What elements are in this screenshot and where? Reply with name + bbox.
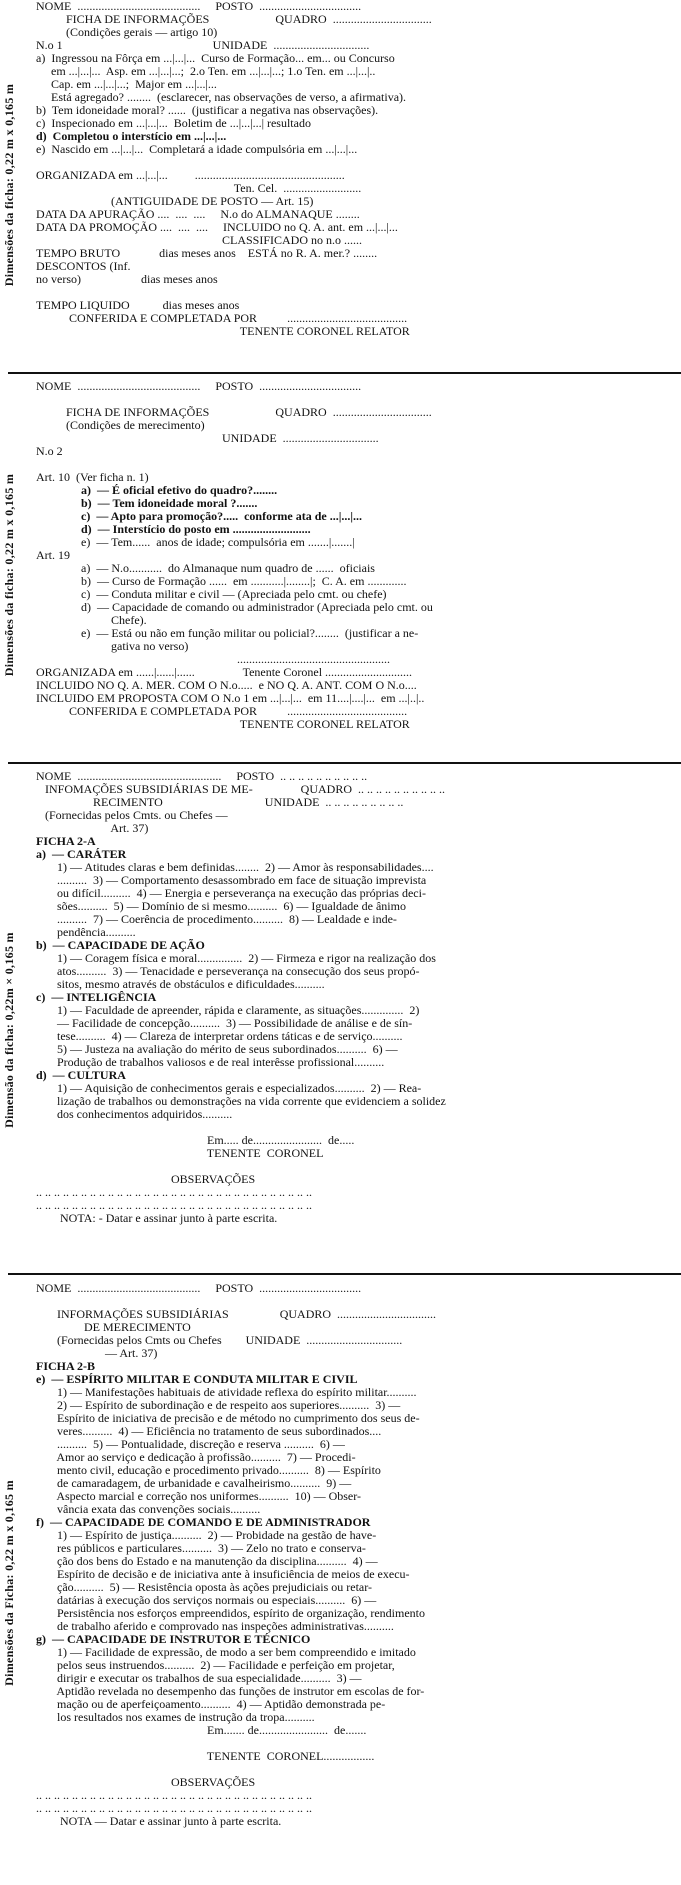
- f4-line-10: Espírito de iniciativa de precisão e de método no cumprimento dos seus de-: [36, 1412, 420, 1425]
- f2-line-15: b) — Curso de Formação ...... em ...........|........|; C. A. em .............: [36, 575, 407, 588]
- f4-line-32: mação ou de aperfeiçoamento.......... 4) — Aptidão demonstrada pe-: [36, 1698, 386, 1711]
- f3-line-4: Art. 37): [36, 822, 149, 835]
- f3-line-31: OBSERVAÇÕES: [36, 1173, 256, 1186]
- divider-1: [8, 372, 681, 374]
- f3-line-34: NOTA: - Datar e assinar junto à parte escrita.: [36, 1212, 278, 1225]
- f4-line-17: vância exata das convenções sociais..........: [36, 1503, 261, 1516]
- f3-line-11: .......... 7) — Coerência de procedimento.......... 8) — Lealdade e inde-: [36, 913, 397, 926]
- f1-line-20: DESCONTOS (Inf.: [36, 260, 131, 273]
- f4-line-29: pelos seus instruendos.......... 2) — Facilidade e perfeição em projetar,: [36, 1659, 395, 1672]
- f2-line-21: ...................................................: [36, 653, 390, 666]
- f4-line-34: Em....... de....................... de.......: [36, 1724, 367, 1737]
- f4-line-11: veres.......... 4) — Eficiência no tratamento de seus subordinados....: [36, 1425, 382, 1438]
- divider-2: [8, 762, 681, 764]
- f3-line-32: .. .. .. .. .. .. .. .. .. .. .. .. .. .. .. .. .. .. .. .. .. .. .. .. .. .. .. .. .. .. ..: [36, 1186, 312, 1199]
- f4-line-22: Espírito de decisão e de iniciativa ante à insuficiência de meios de execu-: [36, 1568, 410, 1581]
- f1-line-24: CONFERIDA E COMPLETADA POR ........................................: [36, 312, 408, 325]
- f4-line-18: f) — CAPACIDADE DE COMANDO E DE ADMINISTRADOR: [36, 1516, 371, 1529]
- f2-line-26: TENENTE CORONEL RELATOR: [36, 718, 410, 731]
- f1-line-6: Cap. em ...|...|...; Major em ...|...|...: [36, 78, 217, 91]
- f4-line-20: res públicos e particulares.......... 3) — Zelo no trato e conserva-: [36, 1542, 366, 1555]
- f1-line-13: ORGANIZADA em ...|...|... ..................................................: [36, 169, 345, 182]
- f2-line-1: [36, 393, 675, 406]
- f1-line-8: b) Tem idoneidade moral? ...... (justificar a negativa nas observações).: [36, 104, 379, 117]
- f1-line-0: NOME ......................................... POSTO ..................................: [36, 0, 362, 13]
- f4-line-26: de trabalho aferido e comprovado nas inspeções administrativas..........: [36, 1620, 394, 1633]
- side-caption-3: Dimensão da ficha: 0,22m × 0,165 m: [2, 932, 16, 1128]
- f3-line-16: sitos, mesmo através de obstáculos e dificuldades..........: [36, 978, 325, 991]
- f1-line-17: DATA DA PROMOÇÃO .... .... .... INCLUIDO no Q. A. ant. em ...|...|...: [36, 221, 398, 234]
- f4-line-3: DE MERECIMENTO: [36, 1321, 191, 1334]
- f1-line-25: TENENTE CORONEL RELATOR: [36, 325, 410, 338]
- f1-line-23: TEMPO LIQUIDO dias meses anos: [36, 299, 240, 312]
- f3-line-21: 5) — Justeza na avaliação do mérito de seus subordinados.......... 6) —: [36, 1043, 398, 1056]
- f4-line-36: TENENTE CORONEL.................: [36, 1750, 375, 1763]
- f2-line-14: a) — N.o........... do Almanaque num quadro de ...... oficiais: [36, 562, 375, 575]
- f4-line-28: 1) — Facilidade de expressão, de modo a ser bem compreendido e imitado: [36, 1646, 416, 1659]
- f4-line-23: ção.......... 5) — Resistência oposta às ações prejudiciais ou retar-: [36, 1581, 372, 1594]
- f4-line-7: e) — ESPÍRITO MILITAR E CONDUTA MILITAR E CIVIL: [36, 1373, 358, 1386]
- divider-3: [8, 1273, 681, 1275]
- f4-line-13: Amor ao serviço e dedicação à profissão.......... 7) — Procedi-: [36, 1451, 356, 1464]
- f1-line-19: TEMPO BRUTO dias meses anos ESTÁ no R. A. mer.? ........: [36, 247, 378, 260]
- f3-line-27: [36, 1121, 675, 1134]
- f3-line-13: b) — CAPACIDADE DE AÇÃO: [36, 939, 205, 952]
- f4-line-31: Aptidão revelada no desempenho das funções de instrutor em escolas de for-: [36, 1685, 425, 1698]
- f3-line-25: lização de trabalhos ou demonstrações na vida corrente que evidenciem a solidez: [36, 1095, 446, 1108]
- f1-line-3: N.o 1 UNIDADE ................................: [36, 39, 370, 52]
- f3-line-3: (Fornecidas pelos Cmts. ou Chefes —: [36, 809, 228, 822]
- f4-line-19: 1) — Espírito de justiça.......... 2) — Probidade na gestão de have-: [36, 1529, 377, 1542]
- f2-line-19: e) — Está ou não em função militar ou policial?........ (justificar a ne-: [36, 627, 419, 640]
- f1-line-9: c) Inspecionado em ...|...|... Boletim de ...|...|...| resultado: [36, 117, 311, 130]
- side-caption-2: Dimensões da ficha: 0,22 m x 0,165 m: [2, 473, 16, 677]
- f2-line-4: UNIDADE ................................: [36, 432, 379, 445]
- f2-line-12: e) — Tem...... anos de idade; compulsória em .......|.......|: [36, 536, 355, 549]
- f4-line-4: (Fornecidas pelos Cmts ou Chefes UNIDADE ................................: [36, 1334, 403, 1347]
- f1-line-15: (ANTIGUIDADE DE POSTO — Art. 15): [36, 195, 314, 208]
- f3-line-17: c) — INTELIGÊNCIA: [36, 991, 157, 1004]
- f2-line-22: ORGANIZADA em ......|......|...... Tenente Coronel .............................: [36, 666, 413, 679]
- f1-line-16: DATA DA APURAÇÃO .... .... .... N.o do ALMANAQUE ........: [36, 208, 360, 221]
- f2-line-24: INCLUIDO EM PROPOSTA COM O N.o 1 em ...|...|... em 11....|....|... em ...|..|..: [36, 692, 425, 705]
- f4-line-24: datárias à execução dos serviços normais ou especiais.......... 6) —: [36, 1594, 377, 1607]
- f4-line-39: .. .. .. .. .. .. .. .. .. .. .. .. .. .. .. .. .. .. .. .. .. .. .. .. .. .. .. .. .. .. ..: [36, 1789, 312, 1802]
- f1-line-5: em ...|...|... Asp. em ...|...|...; 2.o Ten. em ...|...|...; 1.o Ten. em ...|...|..: [36, 65, 376, 78]
- f2-line-18: Chefe).: [36, 614, 147, 627]
- f3-line-8: .......... 3) — Comportamento desassombrado em face de situação imprevista: [36, 874, 427, 887]
- f4-line-41: NOTA — Datar e assinar junto à parte escrita.: [36, 1815, 282, 1828]
- f2-line-25: CONFERIDA E COMPLETADA POR ........................................: [36, 705, 408, 718]
- f3-line-26: dos conhecimentos adquiridos..........: [36, 1108, 233, 1121]
- f2-line-13: Art. 19: [36, 549, 70, 562]
- f2-line-17: d) — Capacidade de comando ou administrador (Apreciada pelo cmt. ou: [36, 601, 433, 614]
- f2-line-3: (Condições de merecimento): [36, 419, 205, 432]
- f4-line-30: dirigir e executar os trabalhos de sua especialidade.......... 3) —: [36, 1672, 362, 1685]
- f3-line-19: — Facilidade de concepção.......... 3) — Possibilidade de análise e de sín-: [36, 1017, 413, 1030]
- f2-line-9: b) — Tem idoneidade moral ?.......: [36, 497, 258, 510]
- f3-line-18: 1) — Faculdade de apreender, rápida e claramente, as situações.............. 2): [36, 1004, 420, 1017]
- f1-line-21: no verso) dias meses anos: [36, 273, 218, 286]
- f1-line-11: e) Nascido em ...|...|... Completará a idade compulsória em ...|...|...: [36, 143, 358, 156]
- f4-line-0: NOME ......................................... POSTO ..................................: [36, 1282, 362, 1295]
- f3-line-7: 1) — Atitudes claras e bem definidas........ 2) — Amor às responsabilidades....: [36, 861, 434, 874]
- f1-line-12: [36, 156, 675, 169]
- f3-line-12: pendência..........: [36, 926, 136, 939]
- f4-line-8: 1) — Manifestações habituais de atividade reflexa do espírito militar..........: [36, 1386, 417, 1399]
- f3-line-10: sões.......... 5) — Domínio de si mesmo.......... 6) — Igualdade de ânimo: [36, 900, 406, 913]
- f4-line-40: .. .. .. .. .. .. .. .. .. .. .. .. .. .. .. .. .. .. .. .. .. .. .. .. .. .. .. .. .. .. ..: [36, 1802, 312, 1815]
- f2-line-6: [36, 458, 675, 471]
- f2-line-5: N.o 2: [36, 445, 63, 458]
- f2-line-2: FICHA DE INFORMAÇÕES QUADRO .................................: [36, 406, 432, 419]
- ficha-2: [36, 380, 675, 731]
- f3-line-29: TENENTE CORONEL: [36, 1147, 324, 1160]
- f1-line-22: [36, 286, 675, 299]
- ficha-1: [36, 0, 675, 338]
- f3-line-15: atos.......... 3) — Tenacidade e perseverança na consecução dos seus propó-: [36, 965, 420, 978]
- f3-line-22: Produção de trabalhos valiosos e de real interêsse profissional..........: [36, 1056, 385, 1069]
- f4-line-9: 2) — Espírito de subordinação e de respeito aos superiores.......... 3) —: [36, 1399, 401, 1412]
- f3-line-2: RECIMENTO UNIDADE .. .. .. .. .. .. .. .. ..: [36, 796, 404, 809]
- f3-line-5: FICHA 2-A: [36, 835, 96, 848]
- f2-line-8: a) — É oficial efetivo do quadro?........: [36, 484, 278, 497]
- f3-line-14: 1) — Coragem física e moral............... 2) — Firmeza e rigor na realização dos: [36, 952, 436, 965]
- f4-line-1: [36, 1295, 675, 1308]
- f4-line-33: los resultados nos exames de instrução da tropa..........: [36, 1711, 315, 1724]
- f1-line-10: d) Completou o interstício em ...|...|...: [36, 130, 227, 143]
- ficha-2b: [36, 1282, 675, 1828]
- f4-line-16: Aspecto marcial e correção nos uniformes.......... 10) — Obser-: [36, 1490, 361, 1503]
- side-caption-1: Dimensões da ficha: 0,22 m x 0,165 m: [2, 83, 16, 287]
- f1-line-18: CLASSIFICADO no n.o ......: [36, 234, 363, 247]
- f3-line-24: 1) — Aquisição de conhecimentos gerais e especializados.......... 2) — Rea-: [36, 1082, 422, 1095]
- f1-line-4: a) Ingressou na Fôrça em ...|...|... Curso de Formação... em... ou Concurso: [36, 52, 395, 65]
- f3-line-28: Em..... de....................... de.....: [36, 1134, 355, 1147]
- f2-line-11: d) — Interstício do posto em ..........................: [36, 523, 311, 536]
- f2-line-0: NOME ......................................... POSTO ..................................: [36, 380, 362, 393]
- f3-line-23: d) — CULTURA: [36, 1069, 126, 1082]
- f3-line-33: .. .. .. .. .. .. .. .. .. .. .. .. .. .. .. .. .. .. .. .. .. .. .. .. .. .. .. .. .. .. ..: [36, 1199, 312, 1212]
- f4-line-27: g) — CAPACIDADE DE INSTRUTOR E TÉCNICO: [36, 1633, 311, 1646]
- f4-line-25: Persistência nos esforços empreendidos, espírito de organização, rendimento: [36, 1607, 425, 1620]
- f4-line-37: [36, 1763, 675, 1776]
- f2-line-7: Art. 10 (Ver ficha n. 1): [36, 471, 149, 484]
- f4-line-12: .......... 5) — Pontualidade, discreção e reserva .......... 6) —: [36, 1438, 345, 1451]
- f4-line-38: OBSERVAÇÕES: [36, 1776, 256, 1789]
- f2-line-10: c) — Apto para promoção?..... conforme ata de ...|...|...: [36, 510, 363, 523]
- f1-line-14: Ten. Cel. ..........................: [36, 182, 362, 195]
- side-caption-4: Dimensões da Ficha: 0,22 m x 0,165 m: [2, 1479, 16, 1686]
- f2-line-16: c) — Conduta militar e civil — (Apreciada pelo cmt. ou chefe): [36, 588, 387, 601]
- f1-line-1: FICHA DE INFORMAÇÕES QUADRO .................................: [36, 13, 432, 26]
- f3-line-30: [36, 1160, 675, 1173]
- f1-line-7: Está agregado? ........ (esclarecer, nas observações de verso, a afirmativa).: [36, 91, 407, 104]
- f3-line-6: a) — CARÁTER: [36, 848, 127, 861]
- f1-line-2: (Condições gerais — artigo 10): [36, 26, 218, 39]
- f3-line-0: NOME ................................................ POSTO .. .. .. .. .. .. .. .. .. ..: [36, 770, 368, 783]
- f4-line-6: FICHA 2-B: [36, 1360, 96, 1373]
- f3-line-1: INFOMAÇÕES SUBSIDIÁRIAS DE ME- QUADRO .. .. .. .. .. .. .. .. .. ..: [36, 783, 446, 796]
- f3-line-20: tese.......... 4) — Clareza de interpretar ordens táticas e de serviço..........: [36, 1030, 403, 1043]
- f2-line-20: gativa no verso): [36, 640, 189, 653]
- f4-line-35: [36, 1737, 675, 1750]
- f4-line-2: INFORMAÇÕES SUBSIDIÁRIAS QUADRO .................................: [36, 1308, 437, 1321]
- f4-line-15: de camaradagem, de urbanidade e cavalheirismo.......... 9) —: [36, 1477, 352, 1490]
- f4-line-14: mento civil, educação e procedimento privado.......... 8) — Espírito: [36, 1464, 381, 1477]
- ficha-2a: [36, 770, 675, 1225]
- f2-line-23: INCLUIDO NO Q. A. MER. COM O N.o..... e NO Q. A. ANT. COM O N.o....: [36, 679, 417, 692]
- f4-line-5: — Art. 37): [36, 1347, 158, 1360]
- f4-line-21: ção dos bens do Estado e na manutenção da disciplina.......... 4) —: [36, 1555, 378, 1568]
- f3-line-9: ou difícil.......... 4) — Energia e perseverança na execução das próprias deci-: [36, 887, 426, 900]
